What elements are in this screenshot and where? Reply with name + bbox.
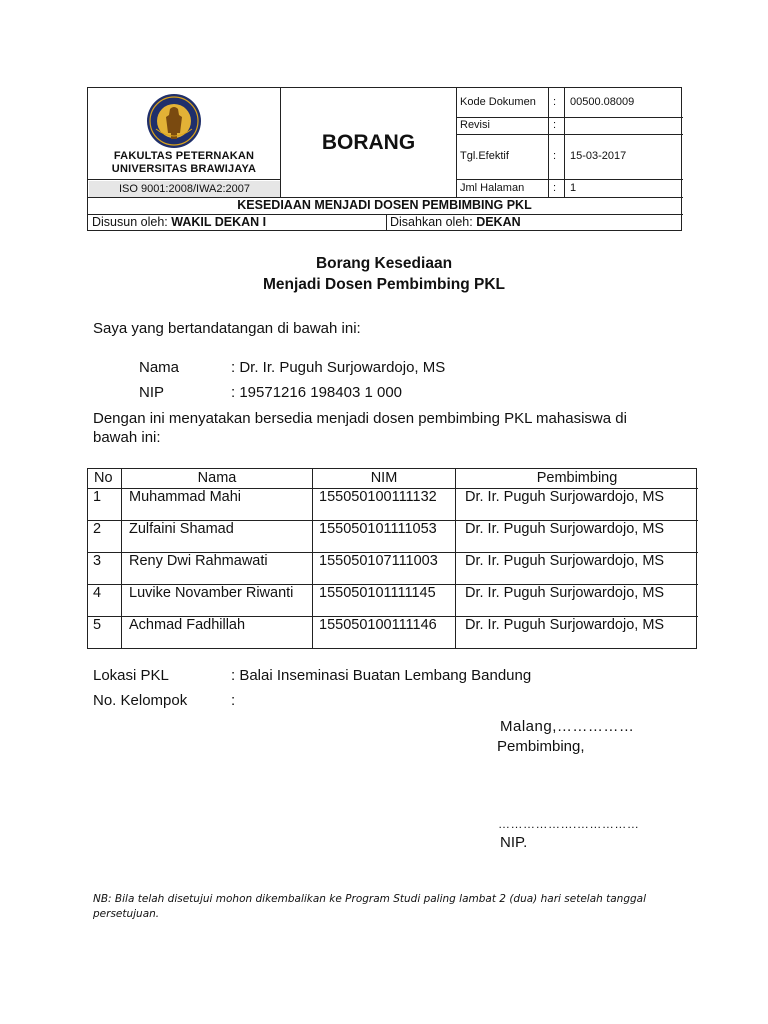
document-title: KESEDIAAN MENJADI DOSEN PEMBIMBING PKL bbox=[237, 198, 532, 212]
cell-nama: Reny Dwi Rahmawati bbox=[129, 553, 268, 569]
cell-nama: Zulfaini Shamad bbox=[129, 521, 234, 537]
group-label: No. Kelompok bbox=[93, 692, 188, 709]
cell-nama: Achmad Fadhillah bbox=[129, 617, 246, 633]
nip-value: : 19571216 198403 1 000 bbox=[231, 384, 402, 401]
cell-pembimbing: Dr. Ir. Puguh Surjowardojo, MS bbox=[465, 489, 665, 505]
meta-sep-halaman: : bbox=[553, 181, 557, 194]
faculty-label: FAKULTAS PETERNAKAN bbox=[113, 150, 255, 162]
meta-label-halaman: Jml Halaman bbox=[460, 181, 525, 194]
iso-label: ISO 9001:2008/IWA2:2007 bbox=[89, 181, 280, 197]
group-value: : bbox=[231, 692, 236, 709]
column-header-pembimbing: Pembimbing bbox=[536, 470, 618, 486]
cell-nim: 155050101111053 bbox=[319, 521, 437, 537]
prepared-by bbox=[92, 214, 266, 231]
column-header-no: No bbox=[94, 470, 113, 486]
meta-label-revisi: Revisi bbox=[460, 119, 490, 131]
approved-by-value: DEKAN bbox=[476, 215, 521, 229]
prepared-by-label: Disusun oleh: bbox=[92, 215, 168, 229]
approved-by-label: Disahkan oleh: bbox=[390, 215, 473, 229]
cell-nama: Luvike Novamber Riwanti bbox=[129, 585, 294, 601]
cell-nim: 155050100111146 bbox=[319, 617, 437, 633]
column-header-nim: NIM bbox=[370, 470, 398, 486]
student-table bbox=[87, 468, 697, 649]
cell-no: 3 bbox=[93, 553, 102, 569]
column-header-nama: Nama bbox=[197, 470, 237, 486]
cell-pembimbing: Dr. Ir. Puguh Surjowardojo, MS bbox=[465, 521, 665, 537]
meta-label-kode: Kode Dokumen bbox=[460, 96, 536, 108]
meta-value-halaman: 1 bbox=[570, 181, 577, 194]
form-title: BORANG bbox=[321, 130, 416, 154]
cell-pembimbing: Dr. Ir. Puguh Surjowardojo, MS bbox=[465, 553, 665, 569]
meta-sep-kode: : bbox=[553, 96, 557, 108]
faculty-name bbox=[88, 150, 280, 176]
heading-line-1: Borang Kesediaan bbox=[315, 255, 453, 272]
intro-text: Saya yang bertandatangan di bawah ini: bbox=[93, 320, 361, 337]
name-label: Nama bbox=[139, 359, 180, 376]
cell-nim: 155050100111132 bbox=[319, 489, 437, 505]
meta-value-tgl: 15-03-2017 bbox=[570, 150, 627, 162]
cell-no: 1 bbox=[93, 489, 102, 505]
meta-sep-revisi: : bbox=[553, 119, 557, 131]
prepared-by-value: WAKIL DEKAN I bbox=[171, 215, 267, 229]
place-date: Malang,…………… bbox=[500, 718, 635, 735]
cell-nim: 155050107111003 bbox=[319, 553, 438, 569]
statement-line-1: Dengan ini menyatakan bersedia menjadi dosen pembimbing PKL mahasiswa di bbox=[93, 410, 627, 427]
cell-no: 4 bbox=[93, 585, 102, 601]
cell-pembimbing: Dr. Ir. Puguh Surjowardojo, MS bbox=[465, 617, 665, 633]
cell-no: 5 bbox=[93, 617, 102, 633]
cell-nim: 155050101111145 bbox=[319, 585, 436, 601]
location-value: : Balai Inseminasi Buatan Lembang Bandung bbox=[231, 667, 532, 684]
university-logo bbox=[146, 93, 202, 149]
footnote: NB: Bila telah disetujui mohon dikembalikan ke Program Studi paling lambat 2 (dua) hari setelah tanggal persetujuan. bbox=[93, 893, 647, 920]
cell-nama: Muhammad Mahi bbox=[129, 489, 242, 505]
name-value: : Dr. Ir. Puguh Surjowardojo, MS bbox=[231, 359, 446, 376]
meta-value-kode: 00500.08009 bbox=[570, 96, 635, 108]
heading-line-2: Menjadi Dosen Pembimbing PKL bbox=[263, 276, 505, 293]
university-label: UNIVERSITAS BRAWIJAYA bbox=[111, 163, 257, 175]
nip-label: NIP bbox=[139, 384, 165, 401]
document-header bbox=[87, 87, 682, 231]
meta-label-tgl: Tgl.Efektif bbox=[460, 150, 509, 162]
signature-nip-label: NIP. bbox=[500, 834, 528, 851]
location-label: Lokasi PKL bbox=[93, 667, 169, 684]
statement-line-2: bawah ini: bbox=[93, 429, 161, 446]
cell-pembimbing: Dr. Ir. Puguh Surjowardojo, MS bbox=[465, 585, 665, 601]
approved-by bbox=[390, 214, 521, 231]
supervisor-label: Pembimbing, bbox=[497, 738, 585, 755]
cell-no: 2 bbox=[93, 521, 102, 537]
meta-sep-tgl: : bbox=[553, 150, 557, 162]
signature-line: ……………….…………… bbox=[498, 817, 640, 831]
